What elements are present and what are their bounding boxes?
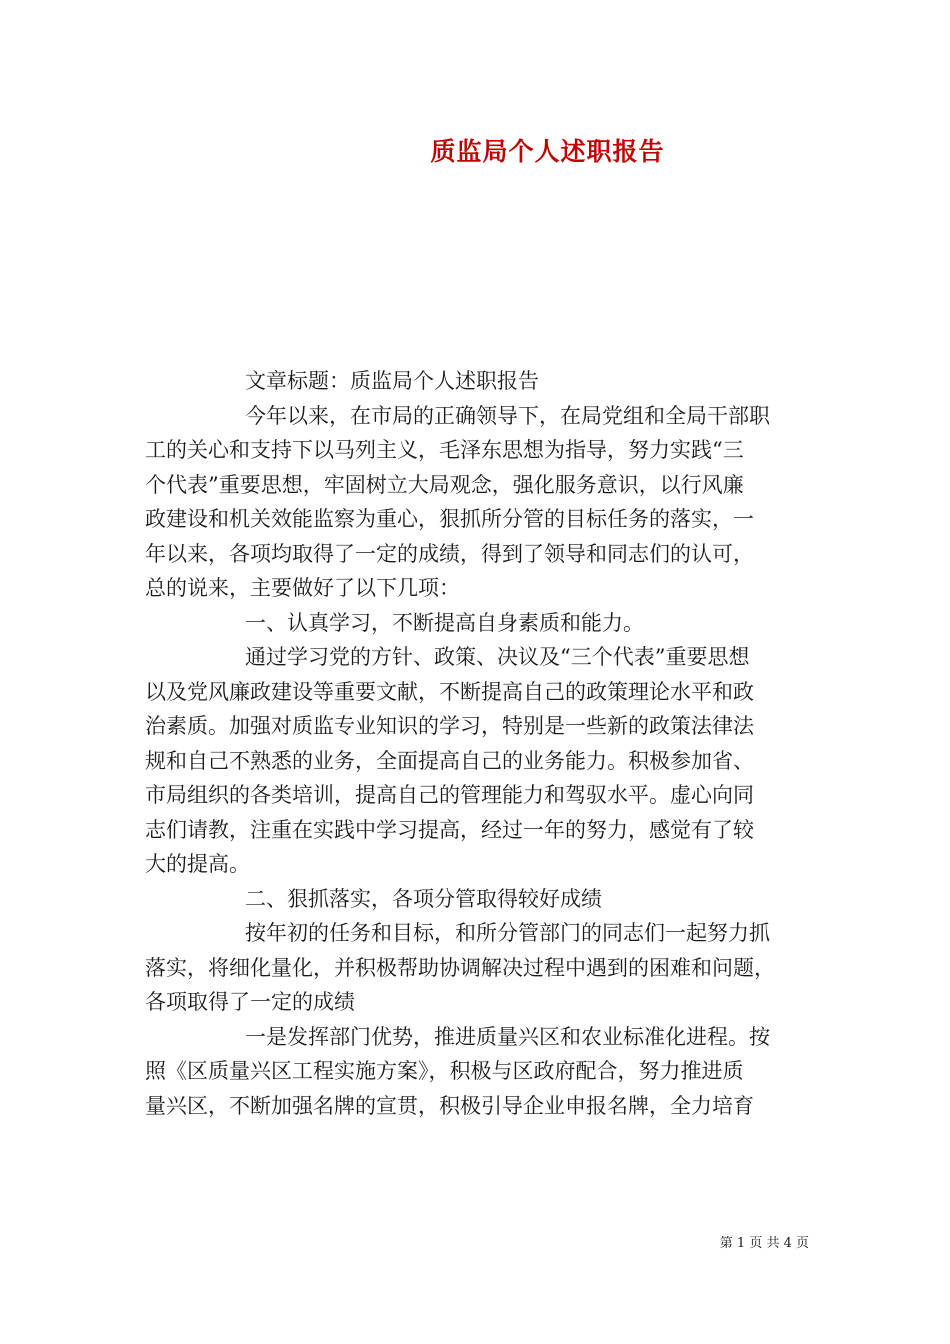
text-line: 文章标题：质监局个人述职报告 (245, 369, 539, 393)
text-line: 一、认真学习，不断提高自身素质和能力。 (245, 610, 644, 635)
text-line: 个代表”重要思想，牢固树立大局观念，强化服务意识，以行风廉 (145, 472, 744, 497)
text-line: 大的提高。 (145, 852, 250, 876)
text-line: 照《区质量兴区工程实施方案》，积极与区政府配合，努力推进质 (145, 1059, 744, 1083)
text-line: 志们请教，注重在实践中学习提高，经过一年的努力，感觉有了较 (145, 817, 754, 842)
text-line: 总的说来，主要做好了以下几项： (145, 576, 460, 600)
text-line: 一是发挥部门优势，推进质量兴区和农业标准化进程。按 (245, 1024, 770, 1049)
text-line: 落实，将细化量化，并积极帮助协调解决过程中遇到的困难和问题， (145, 955, 775, 980)
text-line: 治素质。加强对质监专业知识的学习，特别是一些新的政策法律法 (145, 714, 754, 738)
text-line: 规和自己不熟悉的业务，全面提高自己的业务能力。积极参加省、 (145, 748, 754, 773)
page-title: 质监局个人述职报告 (430, 137, 665, 166)
text-line: 各项取得了一定的成绩 (145, 990, 355, 1014)
text-line: 市局组织的各类培训，提高自己的管理能力和驾驭水平。虚心向同 (145, 783, 754, 807)
text-line: 今年以来，在市局的正确领导下，在局党组和全局干部职 (245, 403, 770, 428)
text-line: 以及党风廉政建设等重要文献，不断提高自己的政策理论水平和政 (145, 679, 754, 704)
text-line: 按年初的任务和目标，和所分管部门的同志们一起努力抓 (245, 921, 770, 945)
document-body (145, 364, 811, 1123)
text-line: 政建设和机关效能监察为重心，狠抓所分管的目标任务的落实，一 (145, 507, 754, 531)
text-line: 二、狠抓落实，各项分管取得较好成绩 (245, 886, 602, 911)
text-line: 年以来，各项均取得了一定的成绩，得到了领导和同志们的认可， (145, 541, 754, 566)
page-number-footer: 第 1 页 共 4 页 (719, 1236, 809, 1251)
text-line: 通过学习党的方针、政策、决议及“三个代表”重要思想 (245, 645, 750, 669)
text-line: 工的关心和支持下以马列主义，毛泽东思想为指导，努力实践“三 (145, 438, 744, 462)
text-line: 量兴区，不断加强名牌的宣贯，积极引导企业申报名牌，全力培育 (145, 1093, 754, 1118)
